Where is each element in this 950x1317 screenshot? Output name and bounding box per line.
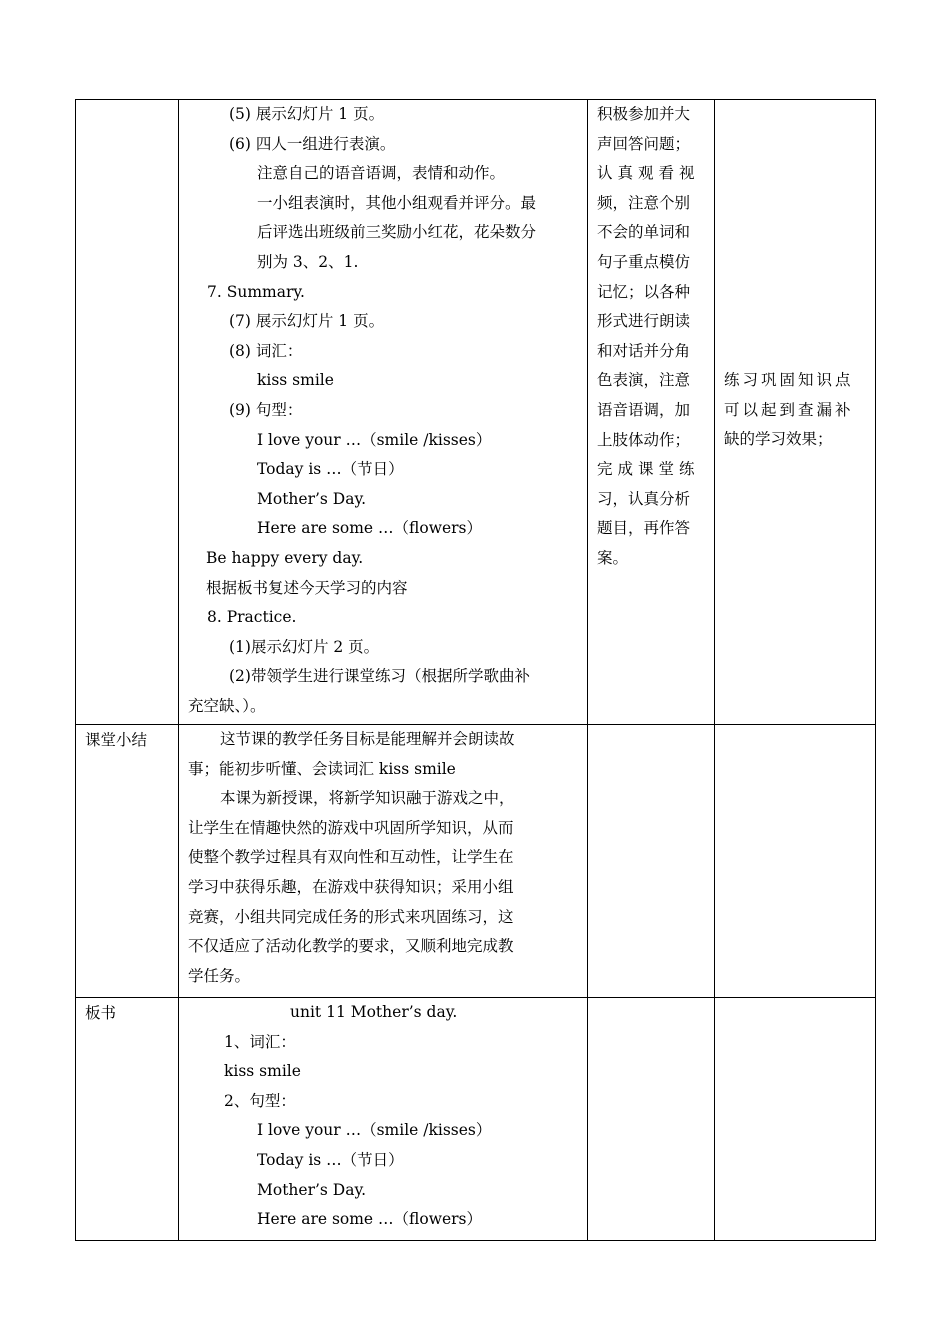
empty-cell xyxy=(715,725,876,998)
text-line: Here are some …（flowers） xyxy=(257,519,483,538)
text-line: kiss smile xyxy=(224,1062,301,1081)
text-line: (2)带领学生进行课堂练习（根据所学歌曲补 xyxy=(229,667,530,686)
text-line: (6) 四人一组进行表演。 xyxy=(229,134,396,153)
class-summary-row xyxy=(76,725,876,998)
board-label: 板书 xyxy=(76,998,179,1241)
text-line: Today is …（节日） xyxy=(257,460,404,479)
empty-cell xyxy=(588,998,715,1241)
text-line: 让学生在情趣快然的游戏中巩固所学知识，从而 xyxy=(188,818,514,837)
board-content-cell xyxy=(179,998,588,1241)
text-line: 后评选出班级前三奖励小红花，花朵数分 xyxy=(257,223,537,242)
text-line: 一小组表演时，其他小组观看并评分。最 xyxy=(257,193,537,212)
text-line: 认真观看视 xyxy=(597,164,700,183)
text-line: (5) 展示幻灯片 1 页。 xyxy=(229,105,385,123)
text-line: 色表演，注意 xyxy=(597,371,691,390)
text-line: 1、词汇： xyxy=(224,1032,296,1051)
text-line: 完成课堂练 xyxy=(597,460,700,479)
text-line: 频，注意个别 xyxy=(597,193,691,212)
empty-cell xyxy=(715,998,876,1241)
text-line: Today is …（节日） xyxy=(257,1150,404,1169)
summary-content-cell xyxy=(179,725,588,998)
text-line: Be happy every day. xyxy=(206,548,364,567)
text-line: 上肢体动作； xyxy=(597,430,691,449)
empty-cell xyxy=(588,725,715,998)
text-line: 缺的学习效果； xyxy=(724,430,833,449)
text-line: 本课为新授课，将新学知识融于游戏之中， xyxy=(220,789,515,808)
text-line: Mother’s Day. xyxy=(257,1180,367,1199)
text-line: 别为 3、2、1. xyxy=(257,252,359,271)
text-line: 根据板书复述今天学习的内容 xyxy=(206,578,408,597)
text-line: 可以起到查漏补 xyxy=(724,400,854,419)
text-line: 积极参加并大 xyxy=(597,105,691,123)
text-line: 句子重点模仿 xyxy=(597,252,691,271)
design-intent-cell xyxy=(715,100,876,725)
text-line: 8. Practice. xyxy=(207,608,297,627)
text-line: (9) 句型： xyxy=(229,400,303,419)
text-line: (8) 词汇： xyxy=(229,341,303,360)
text-line: 事；能初步听懂、会读词汇 kiss smile xyxy=(188,759,456,778)
text-line: unit 11 Mother’s day. xyxy=(290,1003,458,1021)
text-line: 题目，再作答 xyxy=(597,519,691,538)
blackboard-row xyxy=(76,998,876,1241)
text-line: 充空缺、）。 xyxy=(188,696,266,715)
text-line: Here are some …（flowers） xyxy=(257,1210,483,1229)
text-line: 练习巩固知识点 xyxy=(724,371,854,389)
empty-label-cell xyxy=(76,100,179,725)
lesson-plan-table xyxy=(75,99,876,1241)
text-line: 7. Summary. xyxy=(207,282,305,301)
text-line: 声回答问题； xyxy=(597,134,691,153)
text-line: 不仅适应了活动化教学的要求，又顺利地完成教 xyxy=(188,937,514,956)
text-line: 2、句型： xyxy=(224,1091,296,1110)
text-line: 和对话并分角 xyxy=(597,341,691,360)
text-line: 习，认真分析 xyxy=(597,489,691,508)
text-line: I love your …（smile /kisses） xyxy=(257,430,492,449)
text-line: 竞赛，小组共同完成任务的形式来巩固练习，这 xyxy=(188,907,514,926)
text-line: 不会的单词和 xyxy=(597,223,691,242)
text-line: 使整个教学过程具有双向性和互动性，让学生在 xyxy=(188,848,514,867)
text-line: 记忆；以各种 xyxy=(597,282,691,301)
teacher-activity-cell xyxy=(179,100,588,725)
text-line: Mother’s Day. xyxy=(257,489,367,508)
text-line: (1)展示幻灯片 2 页。 xyxy=(229,637,380,656)
text-line: (7) 展示幻灯片 1 页。 xyxy=(229,312,385,331)
text-line: 语音语调，加 xyxy=(597,400,691,419)
text-line: 案。 xyxy=(597,548,629,567)
text-line: kiss smile xyxy=(257,371,334,390)
text-line: 学任务。 xyxy=(188,966,251,985)
text-line: 这节课的教学任务目标是能理解并会朗读故 xyxy=(220,730,515,748)
teaching-process-row xyxy=(76,100,876,725)
text-line: 学习中获得乐趣，在游戏中获得知识；采用小组 xyxy=(188,877,514,896)
student-activity-cell xyxy=(588,100,715,725)
summary-label: 课堂小结 xyxy=(76,725,179,998)
text-line: 形式进行朗读 xyxy=(597,312,691,331)
text-line: 注意自己的语音语调，表情和动作。 xyxy=(257,164,506,183)
text-line: I love your …（smile /kisses） xyxy=(257,1121,492,1140)
